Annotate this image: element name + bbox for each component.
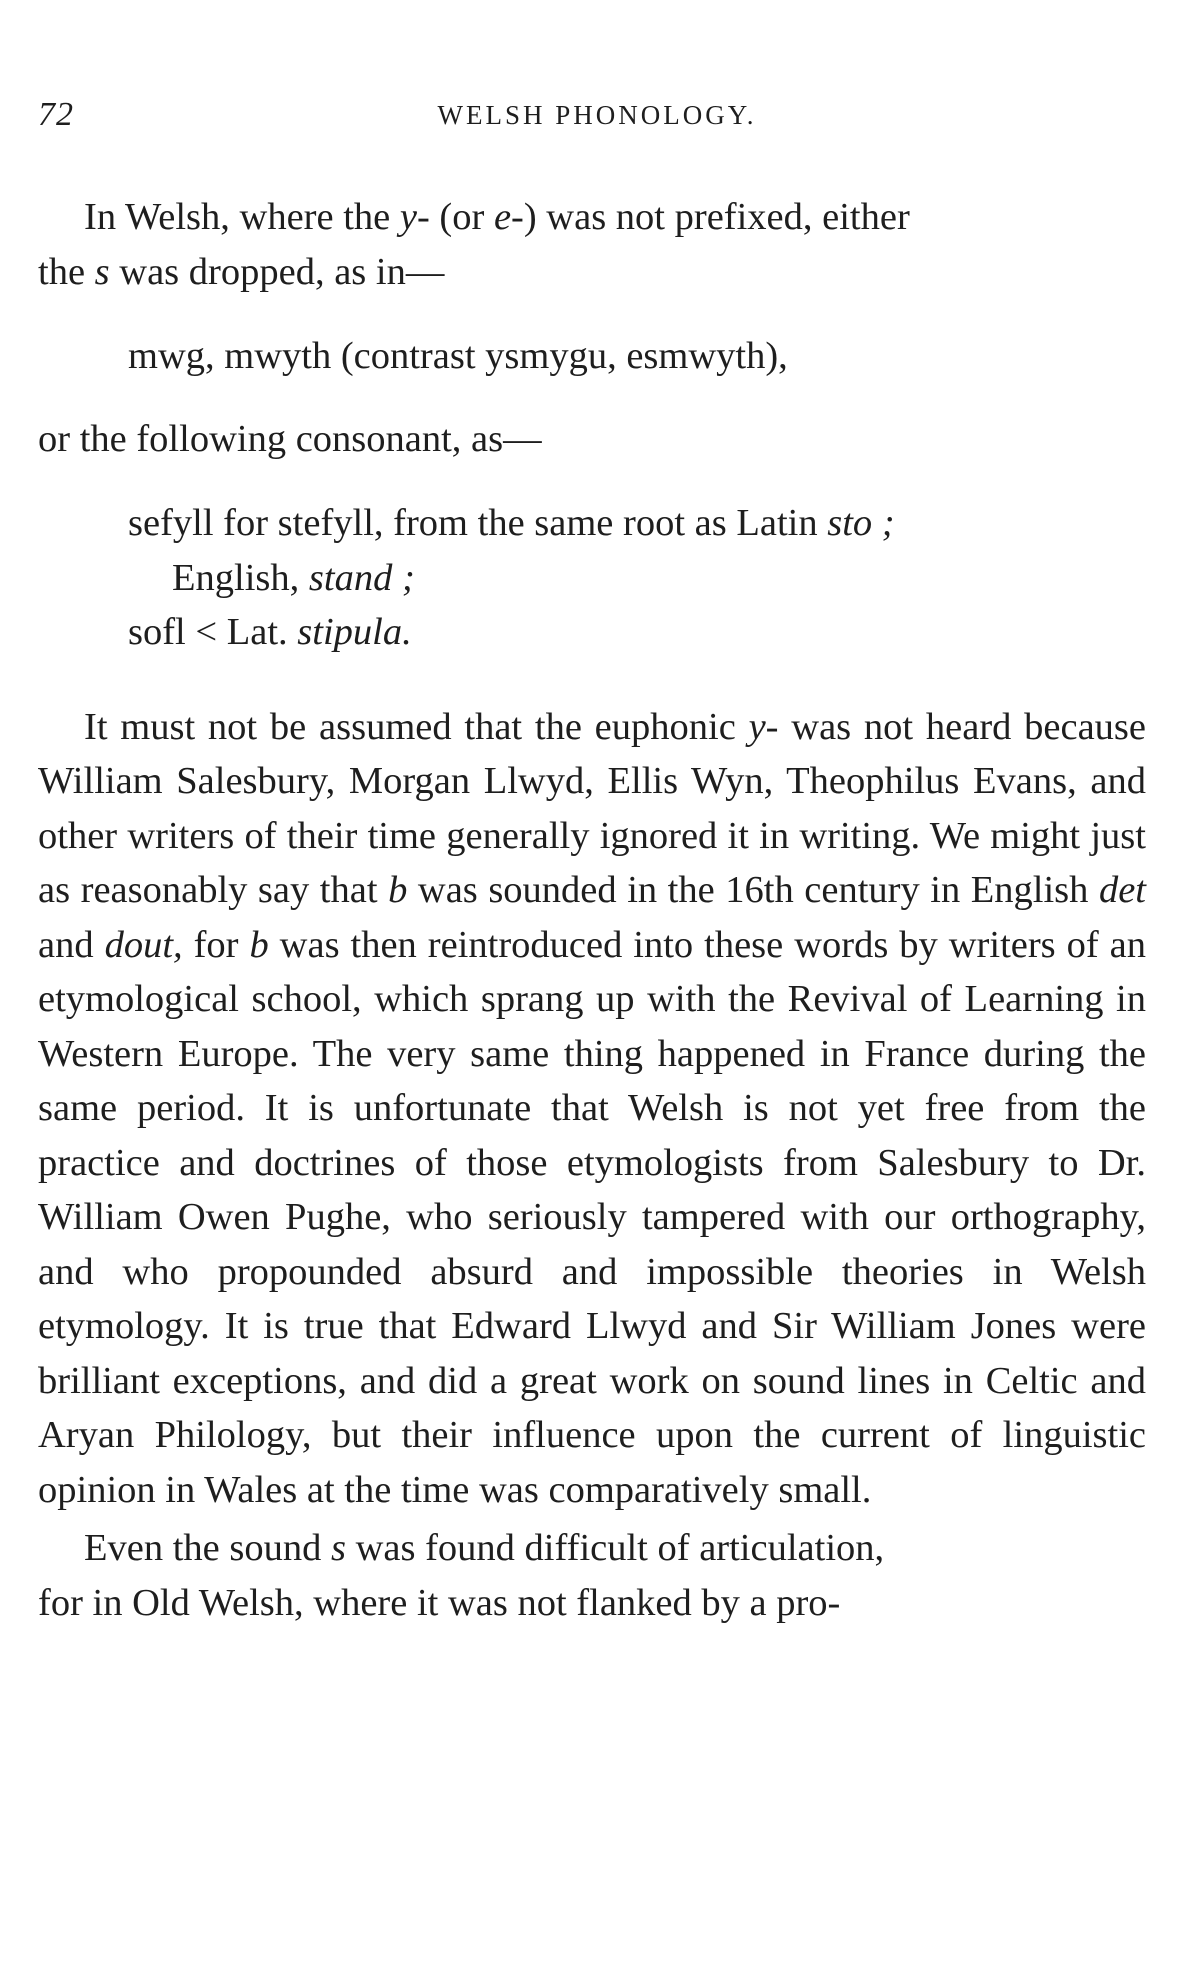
paragraph-euphonic-y: It must not be assumed that the euphonic y- was not heard because William Salesbury, Morgan Llwyd, Ellis Wyn, Theophilus Evans, and other writers of their time generally ignored it in writing. We might just as reasonably say that b was sounded in the 16th century in English det and dout, for b was then reintroduced into these words by writers of an etymological school, which sprang up with the Revival of Learning in Western Europe. The very same thing happened in France during the same period. It is unfortunate that Welsh is not yet free from the practice and doctrines of those etymologists from Salesbury to Dr. William Owen Pughe, who seriously tampered with our orthography, and who propounded absurd and impossible theories in Welsh etymology. It is true that Edward Llwyd and Sir William Jones were brilliant exceptions, and did a great work on sound lines in Celtic and Aryan Philology, but their influence upon the current of linguistic opinion in Wales at the time was comparatively small. — [38, 705, 1147, 1511]
example-sefyll-line-2: English, stand ; — [172, 556, 415, 599]
page-header — [38, 96, 1156, 136]
page-number: 72 — [38, 96, 74, 133]
running-head: WELSH PHONOLOGY. — [437, 100, 757, 130]
paragraph-intro-line-1: In Welsh, where the y- (or e-) was not prefixed, either — [84, 196, 910, 238]
paragraph-intro-line-2: the s was dropped, as in— — [38, 250, 445, 293]
paragraph-sound-s-line-1: Even the sound s was found difficult of articulation, — [84, 1527, 885, 1569]
example-sefyll-line-1: sefyll for stefyll, from the same root as Latin sto ; — [128, 502, 895, 544]
example-sofl: sofl < Lat. stipula. — [128, 611, 412, 653]
paragraph-sound-s-line-2: for in Old Welsh, where it was not flanked by a pro- — [38, 1581, 841, 1624]
paragraph-following-consonant: or the following consonant, as— — [38, 417, 542, 460]
page-body — [38, 190, 1146, 1630]
example-mwg-mwyth: mwg, mwyth (contrast ysmygu, esmwyth), — [128, 335, 788, 377]
